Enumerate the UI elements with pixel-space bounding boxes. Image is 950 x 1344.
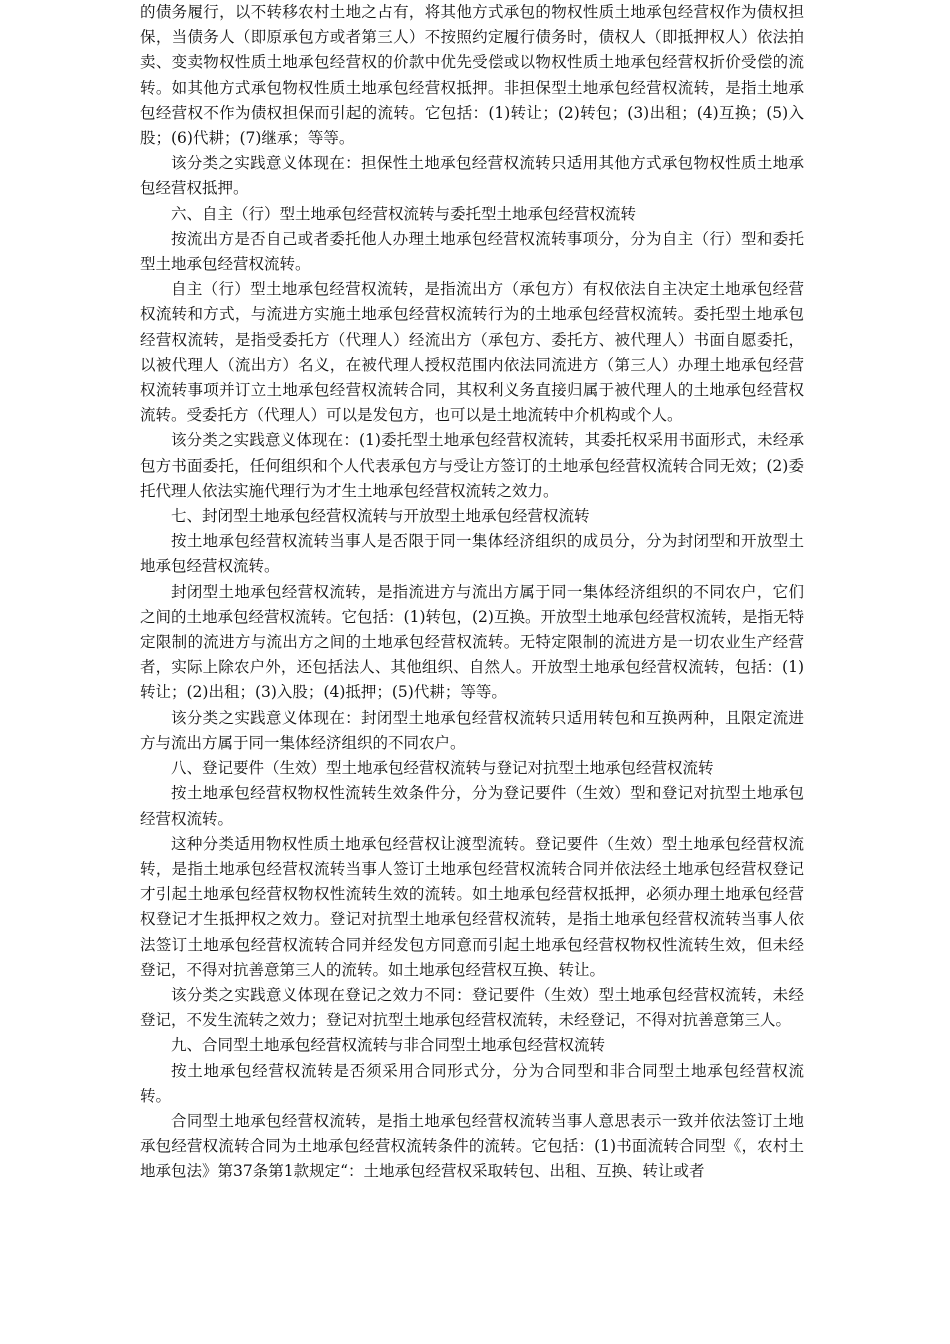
paragraph-11: 按土地承包经营权物权性流转生效条件分，分为登记要件（生效）型和登记对抗型土地承包经营权流转。 bbox=[140, 784, 804, 828]
paragraph-0: 的债务履行，以不转移农村土地之占有，将其他方式承包的物权性质土地承包经营权作为债权担保，当债务人（即原承包方或者第三人）不按照约定履行债务时，债权人（即抵押权人）依法拍卖、变卖物权性质土地承包经营权的价款中优先受偿或以物权性质土地承包经营权折价受偿的流转。如其他方式承包物权性质土地承包经营权抵押。非担保型土地承包经营权流转，是指土地承包经营权不作为债权担保而引起的流转。它包括：(1)转让；(2)转包；(3)出租；(4)互换；(5)入股；(6)代耕；(7)继承；等等。 bbox=[140, 3, 804, 148]
paragraph-9: 该分类之实践意义体现在：封闭型土地承包经营权流转只适用转包和互换两种，且限定流进方与流出方属于同一集体经济组织的不同农户。 bbox=[140, 708, 804, 752]
paragraph-4: 自主（行）型土地承包经营权流转，是指流出方（承包方）有权依法自主决定土地承包经营权流转和方式，与流进方实施土地承包经营权流转行为的土地承包经营权流转。委托型土地承包经营权流转，是指受委托方（代理人）经流出方（承包方、委托方、被代理人）书面自愿委托，以被代理人（流出方）名义，在被代理人授权范围内依法同流进方（第三人）办理土地承包经营权流转事项并订立土地承包经营权流转合同，其权利义务直接归属于被代理人的土地承包经营权流转。受委托方（代理人）可以是发包方，也可以是土地流转中介机构或个人。 bbox=[140, 280, 804, 425]
paragraph-12: 这种分类适用物权性质土地承包经营权让渡型流转。登记要件（生效）型土地承包经营权流转，是指土地承包经营权流转当事人签订土地承包经营权流转合同并依法经土地承包经营权登记才引起土地承包经营权物权性流转生效的流转。如土地承包经营权抵押，必须办理土地承包经营权登记才生抵押权之效力。登记对抗型土地承包经营权流转，是指土地承包经营权流转当事人依法签订土地承包经营权流转合同并经发包方同意而引起土地承包经营权物权性流转生效，但未经登记，不得对抗善意第三人的流转。如土地承包经营权互换、转让。 bbox=[140, 834, 804, 979]
paragraph-1: 该分类之实践意义体现在：担保性土地承包经营权流转只适用其他方式承包物权性质土地承包经营权抵押。 bbox=[140, 154, 804, 198]
paragraph-7: 按土地承包经营权流转当事人是否限于同一集体经济组织的成员分，分为封闭型和开放型土地承包经营权流转。 bbox=[140, 532, 804, 576]
paragraph-13: 该分类之实践意义体现在登记之效力不同：登记要件（生效）型土地承包经营权流转，未经登记，不发生流转之效力；登记对抗型土地承包经营权流转，未经登记，不得对抗善意第三人。 bbox=[140, 985, 804, 1030]
section-heading-9: 九、合同型土地承包经营权流转与非合同型土地承包经营权流转 bbox=[171, 1036, 606, 1055]
paragraph-16: 合同型土地承包经营权流转，是指土地承包经营权流转当事人意思表示一致并依法签订土地承包经营权流转合同为土地承包经营权流转条件的流转。它包括：(1)书面流转合同型《，农村土地承包法》第37条第1款规定“：土地承包经营权采取转包、出租、互换、转让或者 bbox=[140, 1111, 804, 1181]
document-page bbox=[140, 0, 804, 1185]
section-heading-6: 六、自主（行）型土地承包经营权流转与委托型土地承包经营权流转 bbox=[171, 204, 637, 223]
paragraph-15: 按土地承包经营权流转是否须采用合同形式分，分为合同型和非合同型土地承包经营权流转。 bbox=[140, 1061, 804, 1105]
paragraph-8: 封闭型土地承包经营权流转，是指流进方与流出方属于同一集体经济组织的不同农户，它们之间的土地承包经营权流转。它包括：(1)转包，(2)互换。开放型土地承包经营权流转，是指无特定限制的流进方与流出方之间的土地承包经营权流转。无特定限制的流进方是一切农业生产经营者，实际上除农户外，还包括法人、其他组织、自然人。开放型土地承包经营权流转，包括：(1)转让；(2)出租；(3)入股；(4)抵押；(5)代耕；等等。 bbox=[140, 582, 804, 702]
paragraph-3: 按流出方是否自己或者委托他人办理土地承包经营权流转事项分，分为自主（行）型和委托型土地承包经营权流转。 bbox=[140, 229, 804, 274]
section-heading-8: 八、登记要件（生效）型土地承包经营权流转与登记对抗型土地承包经营权流转 bbox=[171, 759, 714, 778]
paragraph-5: 该分类之实践意义体现在：(1)委托型土地承包经营权流转，其委托权采用书面形式，未经承包方书面委托，任何组织和个人代表承包方与受让方签订的土地承包经营权流转合同无效；(2)委托代理人依法实施代理行为才生土地承包经营权流转之效力。 bbox=[140, 431, 804, 500]
section-heading-7: 七、封闭型土地承包经营权流转与开放型土地承包经营权流转 bbox=[171, 507, 590, 526]
